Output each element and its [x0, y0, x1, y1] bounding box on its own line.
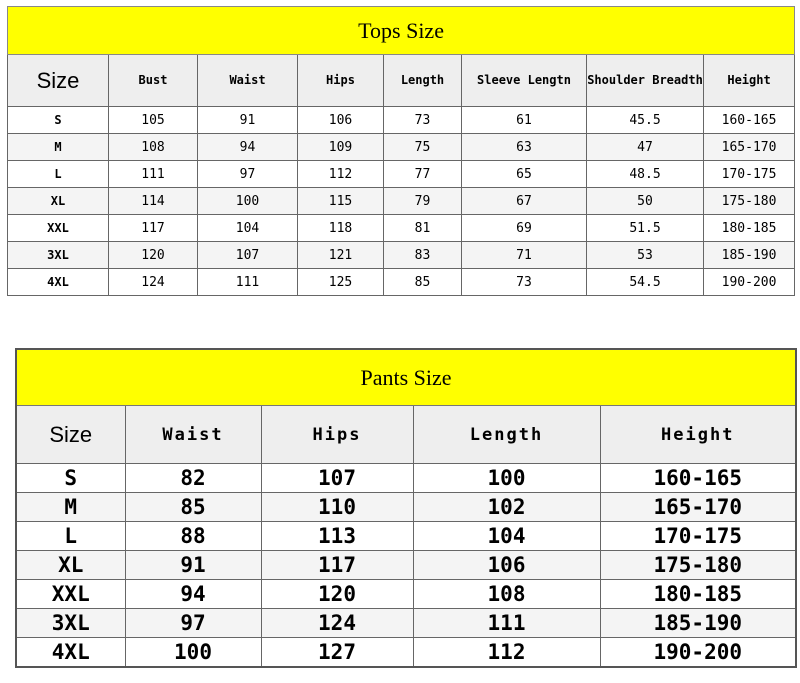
table-cell: 97	[198, 161, 298, 188]
table-cell: 120	[109, 242, 198, 269]
table-cell: 115	[298, 188, 384, 215]
table-row	[16, 493, 796, 522]
size-cell: XXL	[16, 580, 125, 609]
pants-header-waist: Waist	[125, 406, 261, 464]
pants-header-hips: Hips	[261, 406, 413, 464]
size-cell: 3XL	[8, 242, 109, 269]
table-cell: 75	[384, 134, 462, 161]
table-cell: 85	[384, 269, 462, 296]
table-cell: 108	[109, 134, 198, 161]
table-cell: 81	[384, 215, 462, 242]
table-cell: 125	[298, 269, 384, 296]
table-row	[16, 551, 796, 580]
table-cell: 94	[198, 134, 298, 161]
table-cell: 117	[261, 551, 413, 580]
table-cell: 71	[462, 242, 587, 269]
table-row	[8, 134, 795, 161]
pants-size-title: Pants Size	[16, 349, 796, 406]
size-cell: M	[16, 493, 125, 522]
table-cell: 127	[261, 638, 413, 668]
table-cell: 107	[198, 242, 298, 269]
table-cell: 111	[109, 161, 198, 188]
tops-header-waist: Waist	[198, 55, 298, 107]
table-cell: 170-175	[600, 522, 796, 551]
table-cell: 165-170	[704, 134, 795, 161]
table-row	[16, 638, 796, 668]
table-cell: 48.5	[587, 161, 704, 188]
size-cell: S	[16, 464, 125, 493]
table-cell: 83	[384, 242, 462, 269]
table-cell: 94	[125, 580, 261, 609]
table-cell: 104	[413, 522, 600, 551]
table-row	[8, 188, 795, 215]
table-cell: 73	[384, 107, 462, 134]
table-cell: 88	[125, 522, 261, 551]
size-cell: XXL	[8, 215, 109, 242]
size-cell: M	[8, 134, 109, 161]
table-row	[8, 269, 795, 296]
tops-header-shoulder-breadth: Shoulder Breadth	[587, 55, 704, 107]
table-cell: 165-170	[600, 493, 796, 522]
table-cell: 160-165	[600, 464, 796, 493]
table-row	[16, 522, 796, 551]
table-cell: 170-175	[704, 161, 795, 188]
pants-header-length: Length	[413, 406, 600, 464]
table-cell: 54.5	[587, 269, 704, 296]
table-cell: 82	[125, 464, 261, 493]
table-row	[8, 161, 795, 188]
table-cell: 100	[125, 638, 261, 668]
table-cell: 47	[587, 134, 704, 161]
table-row	[8, 215, 795, 242]
table-cell: 50	[587, 188, 704, 215]
pants-header-size: Size	[16, 406, 125, 464]
table-cell: 91	[125, 551, 261, 580]
size-cell: S	[8, 107, 109, 134]
tops-header-sleeve-length: Sleeve Lengtn	[462, 55, 587, 107]
table-cell: 175-180	[600, 551, 796, 580]
table-row	[8, 242, 795, 269]
table-cell: 100	[198, 188, 298, 215]
table-row	[16, 609, 796, 638]
table-cell: 79	[384, 188, 462, 215]
table-cell: 105	[109, 107, 198, 134]
table-cell: 45.5	[587, 107, 704, 134]
size-cell: 4XL	[16, 638, 125, 668]
table-cell: 113	[261, 522, 413, 551]
tops-size-title: Tops Size	[8, 7, 795, 55]
table-cell: 106	[298, 107, 384, 134]
tops-header-height: Height	[704, 55, 795, 107]
size-cell: L	[16, 522, 125, 551]
size-cell: 3XL	[16, 609, 125, 638]
table-cell: 102	[413, 493, 600, 522]
table-cell: 111	[198, 269, 298, 296]
size-cell: XL	[8, 188, 109, 215]
table-cell: 67	[462, 188, 587, 215]
table-cell: 124	[109, 269, 198, 296]
tops-header-hips: Hips	[298, 55, 384, 107]
table-cell: 61	[462, 107, 587, 134]
table-cell: 185-190	[600, 609, 796, 638]
size-cell: L	[8, 161, 109, 188]
tops-header-bust: Bust	[109, 55, 198, 107]
table-cell: 108	[413, 580, 600, 609]
table-cell: 121	[298, 242, 384, 269]
table-row	[8, 107, 795, 134]
table-cell: 109	[298, 134, 384, 161]
table-cell: 118	[298, 215, 384, 242]
table-cell: 112	[413, 638, 600, 668]
pants-size-table	[15, 348, 797, 668]
table-cell: 77	[384, 161, 462, 188]
table-cell: 120	[261, 580, 413, 609]
table-cell: 124	[261, 609, 413, 638]
table-cell: 185-190	[704, 242, 795, 269]
table-cell: 190-200	[704, 269, 795, 296]
pants-header-row	[16, 406, 796, 464]
size-cell: XL	[16, 551, 125, 580]
table-cell: 112	[298, 161, 384, 188]
table-row	[16, 580, 796, 609]
table-cell: 114	[109, 188, 198, 215]
tops-header-size: Size	[8, 55, 109, 107]
table-cell: 104	[198, 215, 298, 242]
table-cell: 97	[125, 609, 261, 638]
table-cell: 53	[587, 242, 704, 269]
table-cell: 175-180	[704, 188, 795, 215]
table-cell: 110	[261, 493, 413, 522]
table-cell: 85	[125, 493, 261, 522]
pants-header-height: Height	[600, 406, 796, 464]
table-cell: 180-185	[600, 580, 796, 609]
table-cell: 106	[413, 551, 600, 580]
table-cell: 63	[462, 134, 587, 161]
table-cell: 111	[413, 609, 600, 638]
table-cell: 65	[462, 161, 587, 188]
size-cell: 4XL	[8, 269, 109, 296]
table-row	[16, 464, 796, 493]
tops-header-length: Length	[384, 55, 462, 107]
table-cell: 100	[413, 464, 600, 493]
table-cell: 190-200	[600, 638, 796, 668]
table-cell: 69	[462, 215, 587, 242]
table-cell: 180-185	[704, 215, 795, 242]
table-cell: 91	[198, 107, 298, 134]
table-cell: 160-165	[704, 107, 795, 134]
tops-size-table	[7, 6, 795, 296]
tops-header-row	[8, 55, 795, 107]
table-cell: 51.5	[587, 215, 704, 242]
table-cell: 117	[109, 215, 198, 242]
table-cell: 73	[462, 269, 587, 296]
table-cell: 107	[261, 464, 413, 493]
